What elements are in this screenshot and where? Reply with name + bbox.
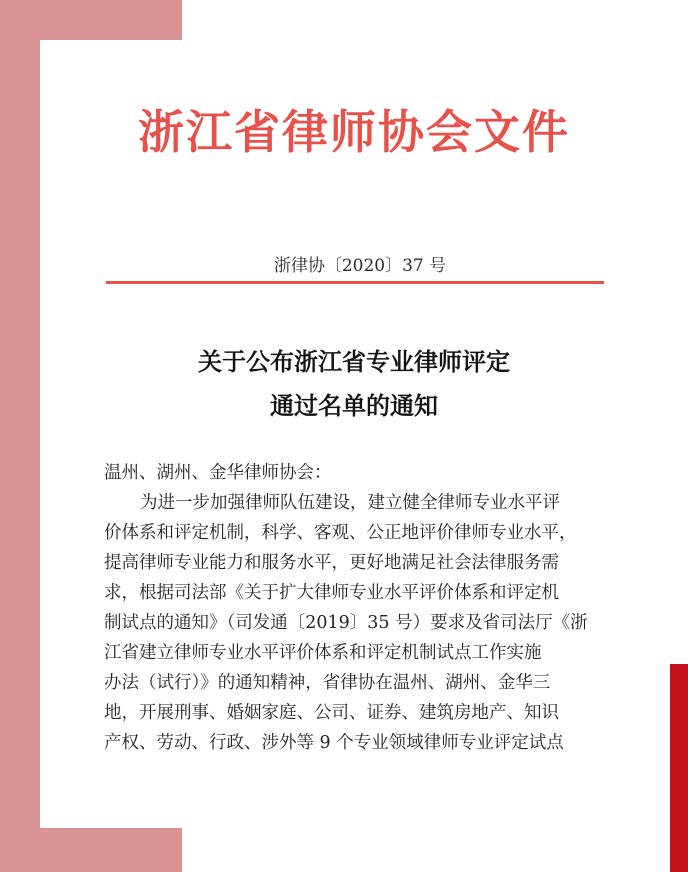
body-line: 制试点的通知》（司发通〔2019〕35 号）要求及省司法厅《浙: [104, 613, 588, 633]
document-header: 浙江省律师协会文件: [138, 105, 570, 159]
document-number: 浙律协〔2020〕37 号: [273, 256, 447, 276]
title-line: 通过名单的通知: [270, 391, 438, 420]
body-line: 地，开展刑事、婚姻家庭、公司、证券、建筑房地产、知识: [104, 703, 559, 723]
red-side-bar-decoration: [670, 664, 688, 872]
title-line: 关于公布浙江省专业律师评定: [198, 347, 510, 376]
body-line: 江省建立律师专业水平评价体系和评定机制试点工作实施: [104, 643, 542, 663]
body-line: 为进一步加强律师队伍建设，建立健全律师专业水平评: [140, 493, 560, 513]
document-body: [104, 458, 614, 758]
body-line: 提高律师专业能力和服务水平，更好地满足社会法律服务需: [104, 553, 559, 573]
document-title: [104, 340, 604, 428]
body-line: 价体系和评定机制，科学、客观、公正地评价律师专业水平，: [104, 523, 577, 543]
body-line: 求，根据司法部《关于扩大律师专业水平评价体系和评定机: [104, 583, 559, 603]
header-divider: [106, 281, 604, 284]
body-line: 办法（试行）》的通知精神，省律协在温州、湖州、金华三: [104, 673, 551, 693]
body-line: 产权、劳动、行政、涉外等 9 个专业领域律师专业评定试点: [104, 733, 564, 753]
salutation: 温州、湖州、金华律师协会：: [104, 463, 332, 483]
